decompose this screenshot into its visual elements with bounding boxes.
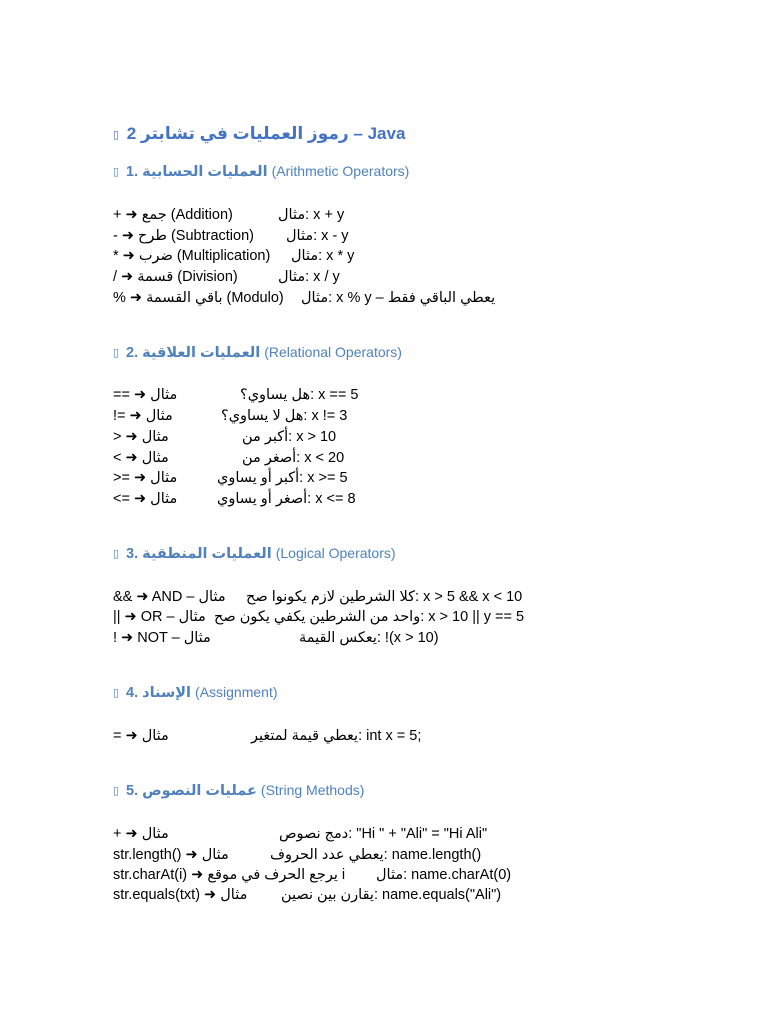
operator-example: مثال: x - y — [286, 228, 349, 244]
operator-example: أكبر من: x > 10 — [242, 429, 337, 445]
operator-line — [113, 587, 522, 607]
operator-line — [113, 205, 344, 225]
operator-line — [113, 468, 348, 488]
operator-line — [113, 448, 344, 468]
section-heading-assignment — [113, 684, 278, 701]
missing-glyph-icon: ▯ — [113, 166, 120, 178]
operator-example: يعطي عدد الحروف: name.length() — [270, 847, 482, 863]
section-title-en: (Logical Operators) — [275, 545, 396, 561]
operator-line — [113, 226, 349, 246]
missing-glyph-icon: ▯ — [113, 548, 120, 560]
operator-line — [113, 607, 524, 627]
operator-example: أصغر من: x < 20 — [242, 450, 345, 466]
operator-line — [113, 427, 336, 447]
operator-example: أصغر أو يساوي: x <= 8 — [217, 491, 356, 507]
operator-desc: * ➜ ضرب (Multiplication) — [113, 248, 271, 264]
operator-example: كلا الشرطين لازم يكونوا صح: x > 5 && x < 10 — [246, 589, 523, 605]
missing-glyph-icon: ▯ — [113, 785, 120, 797]
operator-line — [113, 845, 481, 865]
missing-glyph-icon: ▯ — [113, 129, 120, 141]
operator-example: مثال: x + y — [278, 207, 345, 223]
operator-line — [113, 385, 358, 405]
operator-example: مثال: name.charAt(0) — [376, 867, 512, 883]
section-title-ar: عمليات النصوص — [142, 783, 257, 799]
page-title-text: 2 رموز العمليات في تشابتر – Java — [126, 124, 406, 143]
section-title-en: (Arithmetic Operators) — [271, 163, 410, 179]
operator-desc: % ➜ باقي القسمة (Modulo) — [113, 290, 284, 306]
section-title-ar: العمليات الحسابية — [142, 164, 268, 180]
operator-example: مثال: x % y – يعطي الباقي فقط — [301, 290, 496, 306]
section-title-ar: الإسناد — [142, 685, 191, 701]
section-title-en: (Assignment) — [195, 684, 278, 700]
operator-line — [113, 246, 354, 266]
operator-line — [113, 406, 347, 426]
section-heading-string — [113, 782, 364, 799]
operator-example: دمج نصوص: "Hi " + "Ali" = "Hi Ali" — [279, 826, 488, 842]
operator-line — [113, 267, 340, 287]
operator-line — [113, 628, 439, 648]
operator-line — [113, 288, 495, 308]
operator-desc: str.equals(txt) ➜ مثال — [113, 887, 248, 903]
operator-example: يقارن بين نصين: name.equals("Ali") — [281, 887, 502, 903]
operator-desc: / ➜ قسمة (Division) — [113, 269, 238, 285]
operator-line — [113, 885, 501, 905]
operator-desc: && ➜ AND – مثال — [113, 589, 226, 605]
operator-desc: <= ➜ مثال — [113, 491, 178, 507]
operator-example: هل يساوي؟: x == 5 — [240, 387, 359, 403]
missing-glyph-icon: ▯ — [113, 347, 120, 359]
operator-desc: || ➜ OR – مثال — [113, 609, 206, 625]
operator-line — [113, 865, 511, 885]
section-number: 2. — [126, 345, 139, 361]
operator-line — [113, 726, 421, 746]
operator-example: يعكس القيمة: !(x > 10) — [299, 630, 439, 646]
operator-example: هل لا يساوي؟: x != 3 — [221, 408, 348, 424]
operator-example: أكبر أو يساوي: x >= 5 — [217, 470, 348, 486]
operator-desc: str.charAt(i) ➜ يرجع الحرف في موقع i — [113, 867, 346, 883]
operator-desc: + ➜ مثال — [113, 826, 169, 842]
section-title-en: (Relational Operators) — [264, 344, 402, 360]
operator-desc: == ➜ مثال — [113, 387, 178, 403]
operator-desc: >= ➜ مثال — [113, 470, 178, 486]
section-number: 1. — [126, 164, 139, 180]
section-title-ar: العمليات المنطقية — [142, 546, 272, 562]
operator-desc: != ➜ مثال — [113, 408, 173, 424]
section-number: 5. — [126, 783, 139, 799]
missing-glyph-icon: ▯ — [113, 687, 120, 699]
operator-example: واحد من الشرطين يكفي يكون صح: x > 10 || y == 5 — [214, 609, 525, 625]
operator-example: مثال: x * y — [291, 248, 355, 264]
operator-desc: > ➜ مثال — [113, 429, 169, 445]
section-title-en: (String Methods) — [260, 782, 365, 798]
section-heading-relational — [113, 344, 402, 361]
section-heading-arithmetic — [113, 163, 409, 180]
operator-desc: + ➜ جمع (Addition) — [113, 207, 233, 223]
section-number: 3. — [126, 546, 139, 562]
operator-desc: str.length() ➜ مثال — [113, 847, 229, 863]
operator-desc: ! ➜ NOT – مثال — [113, 630, 211, 646]
operator-desc: - ➜ طرح (Subtraction) — [113, 228, 254, 244]
operator-desc: = ➜ مثال — [113, 728, 169, 744]
page-title — [113, 124, 405, 144]
section-heading-logical — [113, 545, 396, 562]
operator-example: يعطي قيمة لمتغير: int x = 5; — [251, 728, 422, 744]
section-title-ar: العمليات العلاقية — [142, 345, 261, 361]
section-number: 4. — [126, 685, 139, 701]
operator-line — [113, 489, 356, 509]
operator-example: مثال: x / y — [278, 269, 340, 285]
operator-desc: < ➜ مثال — [113, 450, 169, 466]
operator-line — [113, 824, 487, 844]
